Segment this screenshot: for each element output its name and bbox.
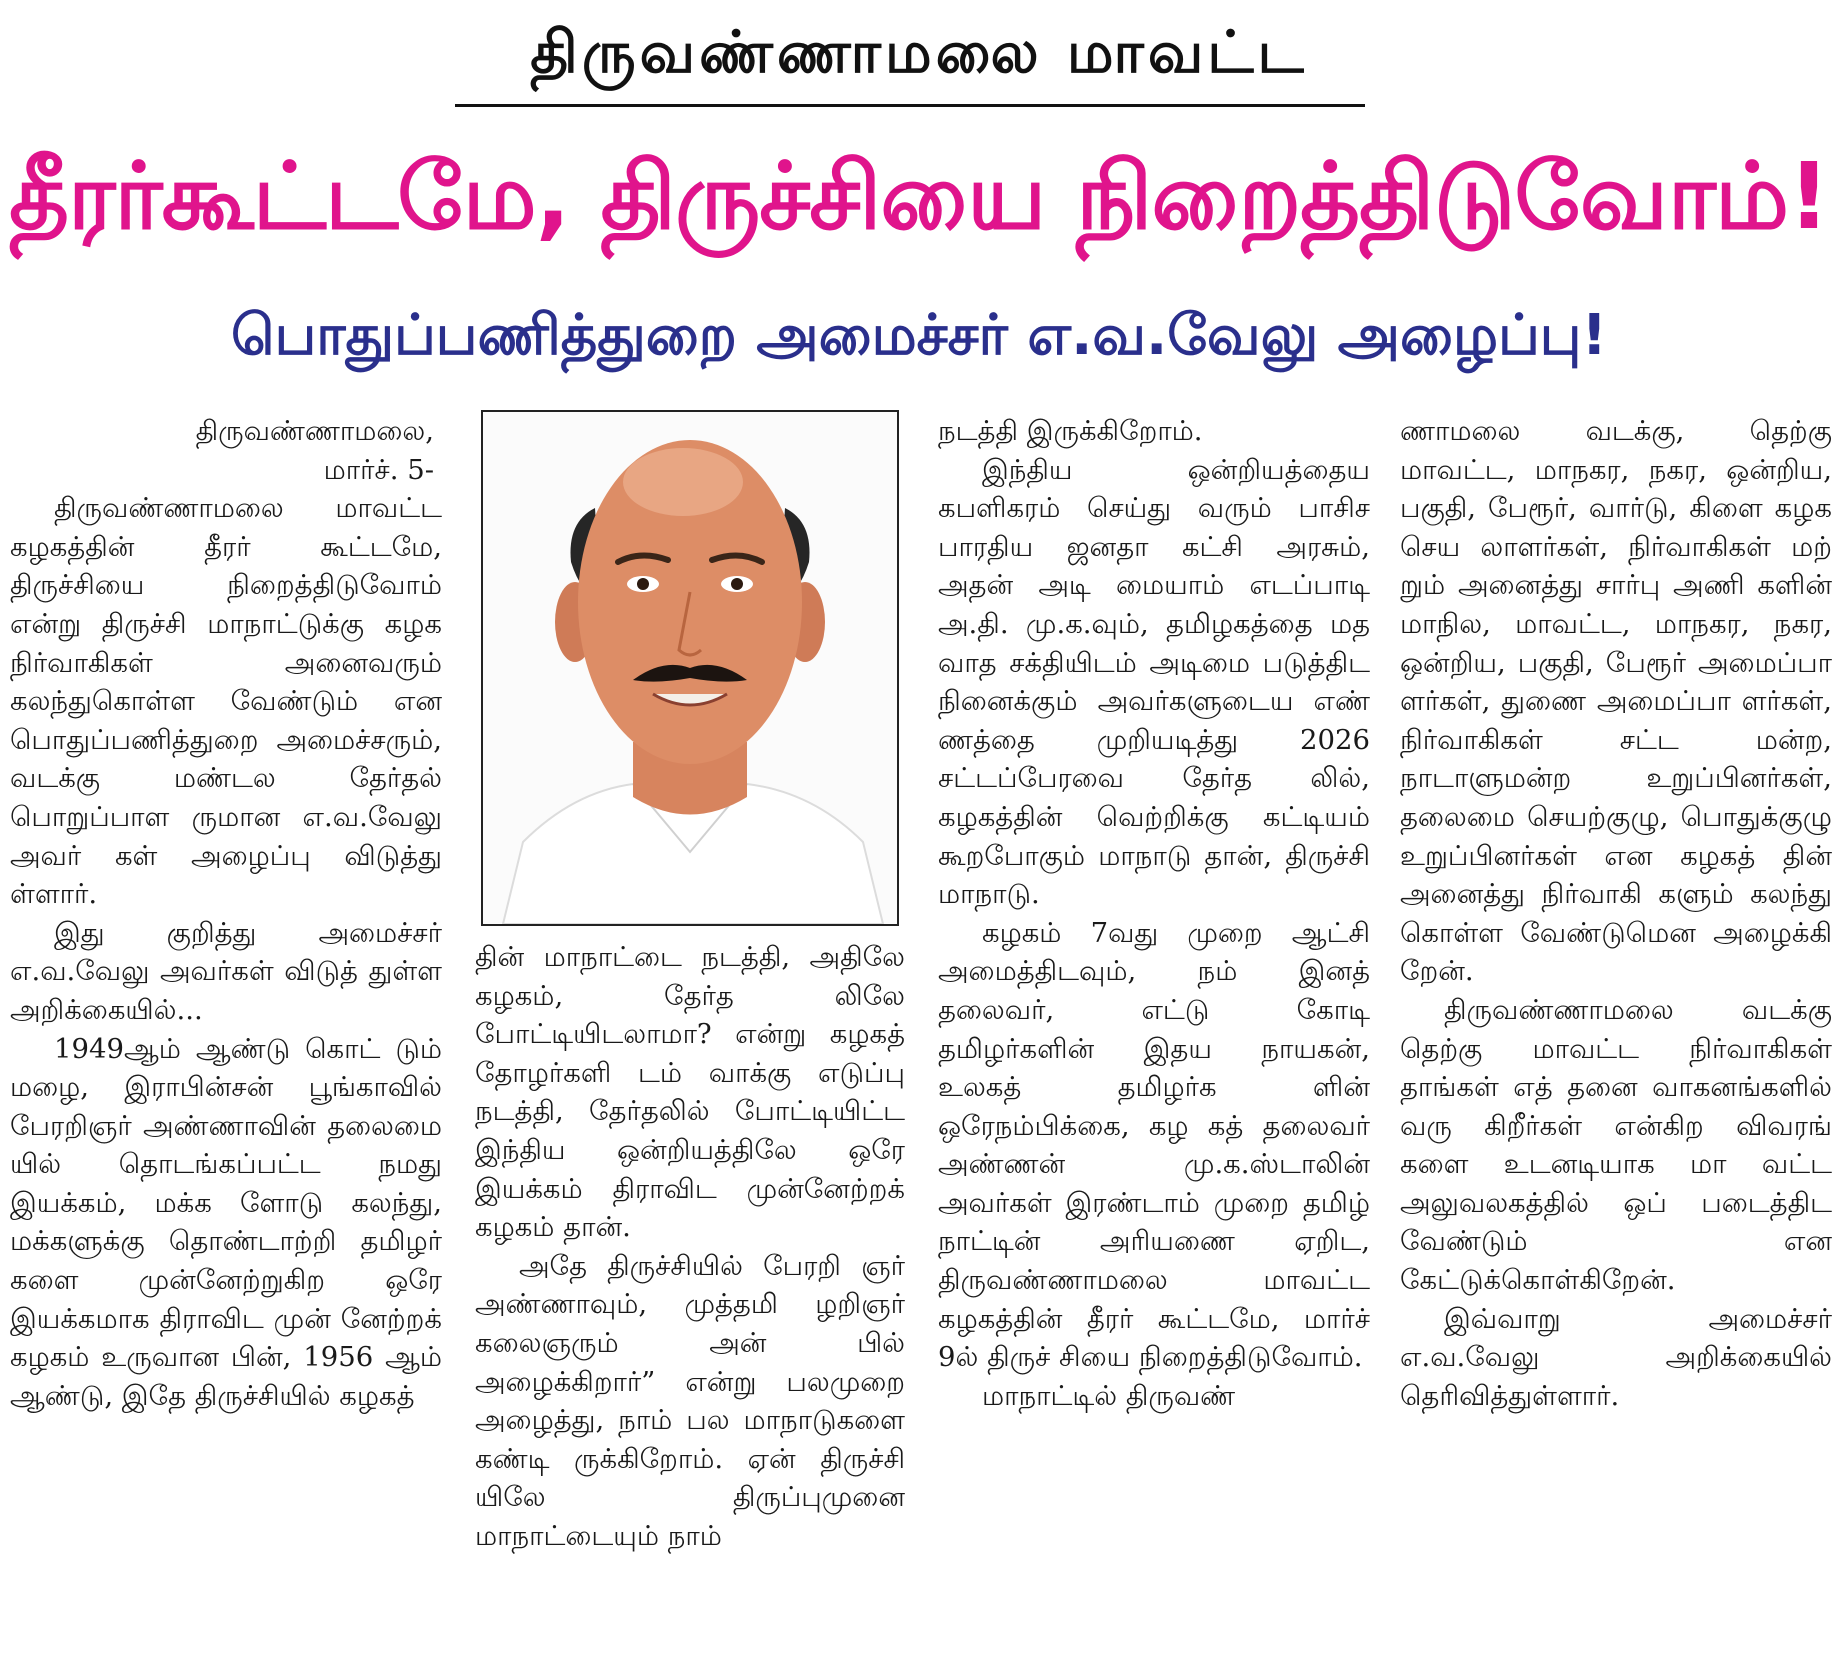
article-paragraph: திருவண்ணாமலை மாவட்ட கழகத்தின் தீரர் கூட்டமே, திருச்சியை நிறைத்திடுவோம் என்று திருச்சி மாநாட்டுக்கு கழக நிர்வாகிகள் அனைவரும் கலந்துகொள்ள வேண்டும் என பொதுப்பணித்துறை அமைச்சரும், வடக்கு மண்டல தேர்தல் பொறுப்பாள ருமான எ.வ.வேலு அவர் கள் அழைப்பு விடுத்து ள்ளார். — [10, 492, 442, 911]
dateline-place: திருவண்ணாமலை, — [195, 415, 434, 447]
article-paragraph: ணாமலை வடக்கு, தெற்கு மாவட்ட, மாநகர, நகர, ஒன்றிய, பகுதி, பேரூர், வார்டு, கிளை கழக செய லாளர்கள், நிர்வாகிகள் மற் றும் அனைத்து சார்பு அணி களின் மாநில, மாவட்ட, மாநகர, நகர, ஒன்றிய, பகுதி, பேரூர் அமைப்பா ளர்கள், துணை அமைப்பா ளர்கள், நிர்வாகிகள் சட்ட மன்ற, நாடாளுமன்ற உறுப்பினர்கள், தலைமை செயற்குழு, பொதுக்குழு உறுப்பினர்கள் என கழகத் தின் அனைத்து நிர்வாகி களும் கலந்து கொள்ள வேண்டுமென அழைக்கி றேன். — [1400, 415, 1832, 988]
article-column-4 — [1400, 412, 1832, 1415]
article-paragraph: 1949ஆம் ஆண்டு கொட் டும் மழை, இராபின்சன் பூங்காவில் பேரறிஞர் அண்ணாவின் தலைமை யில் தொடங்கப்பட்ட நமது இயக்கம், மக்க ளோடு கலந்து, மக்களுக்கு தொண்டாற்றி தமிழர் களை முன்னேற்றுகிற ஒரே இயக்கமாக திராவிட முன் னேற்றக் கழகம் உருவான பின், 1956 ஆம் ஆண்டு, இதே திருச்சியில் கழகத் — [10, 1032, 442, 1412]
article-paragraph: தின் மாநாட்டை நடத்தி, அதிலே கழகம், தேர்த லிலே போட்டியிடலாமா? என்று கழகத் தோழர்களி டம் வாக்கு எடுப்பு நடத்தி, தேர்தலில் போட்டியிட்ட இந்திய ஒன்றியத்திலே ஒரே இயக்கம் திராவிட முன்னேற்றக் கழகம் தான். — [475, 941, 905, 1244]
portrait-illustration — [483, 412, 897, 924]
dateline-date: மார்ச். 5- — [323, 453, 434, 486]
section-kicker: திருவண்ணாமலை மாவட்ட — [530, 18, 1308, 86]
subheadline: பொதுப்பணித்துறை அமைச்சர் எ.வ.வேலு அழைப்பு! — [231, 303, 1607, 368]
article-paragraph: மாநாட்டில் திருவண் — [982, 1379, 1236, 1412]
article-paragraph: கழகம் 7வது முறை ஆட்சி அமைத்திடவும், நம் இனத் தலைவர், எட்டு கோடி தமிழர்களின் இதய நாயகன், உலகத் தமிழர்க ளின் ஒரேநம்பிக்கை, கழ கத் தலைவர் அண்ணன் மு.க.ஸ்டாலின் அவர்கள் இரண்டாம் முறை தமிழ் நாட்டின் அரியணை ஏறிட, திருவண்ணாமலை மாவட்ட கழகத்தின் தீரர் கூட்டமே, மார்ச் 9ல் திருச் சியை நிறைத்திடுவோம். — [938, 916, 1370, 1374]
article-column-2 — [475, 938, 905, 1556]
article-paragraph: நடத்தி இருக்கிறோம். — [938, 415, 1203, 447]
article-column-3 — [938, 412, 1370, 1415]
minister-portrait-photo — [481, 410, 899, 926]
article-paragraph: அதே திருச்சியில் பேரறி ஞர் அண்ணாவும், முத்தமி ழறிஞர் கலைஞரும் அன் பில் அழைக்கிறார்” என்று பலமுறை அழைத்து, நாம் பல மாநாடுகளை கண்டி ருக்கிறோம். ஏன் திருச்சி யிலே திருப்புமுனை மாநாட்டையும் நாம் — [475, 1249, 905, 1552]
article-paragraph: இது குறித்து அமைச்சர் எ.வ.வேலு அவர்கள் விடுத் துள்ள அறிக்கையில்... — [10, 916, 442, 1026]
article-column-1 — [10, 412, 442, 1415]
article-paragraph: திருவண்ணாமலை வடக்கு தெற்கு மாவட்ட நிர்வாகிகள் தாங்கள் எத் தனை வாகனங்களில் வரு கிறீர்கள் என்கிற விவரங் களை உடனடியாக மா வட்ட அலுவலகத்தில் ஒப் படைத்திட வேண்டும் என கேட்டுக்கொள்கிறேன். — [1400, 993, 1832, 1297]
kicker-underline — [455, 104, 1365, 107]
article-paragraph: இந்திய ஒன்றியத்தைய கபளிகரம் செய்து வரும் பாசிச பாரதிய ஜனதா கட்சி அரசும், அதன் அடி மையாம் எடப்பாடி அ.தி. மு.க.வும், தமிழகத்தை மத வாத சக்தியிடம் அடிமை படுத்திட நினைக்கும் அவர்களுடைய எண் ணத்தை முறியடித்து 2026 சட்டப்பேரவை தேர்த லில், கழகத்தின் வெற்றிக்கு கட்டியம் கூறபோகும் மாநாடு தான், திருச்சி மாநாடு. — [938, 453, 1370, 911]
headline: தீரர்கூட்டமே, திருச்சியை நிறைத்திடுவோம்! — [9, 143, 1829, 250]
article-paragraph: இவ்வாறு அமைச்சர் எ.வ.வேலு அறிக்கையில் தெரிவித்துள்ளார். — [1400, 1302, 1832, 1412]
